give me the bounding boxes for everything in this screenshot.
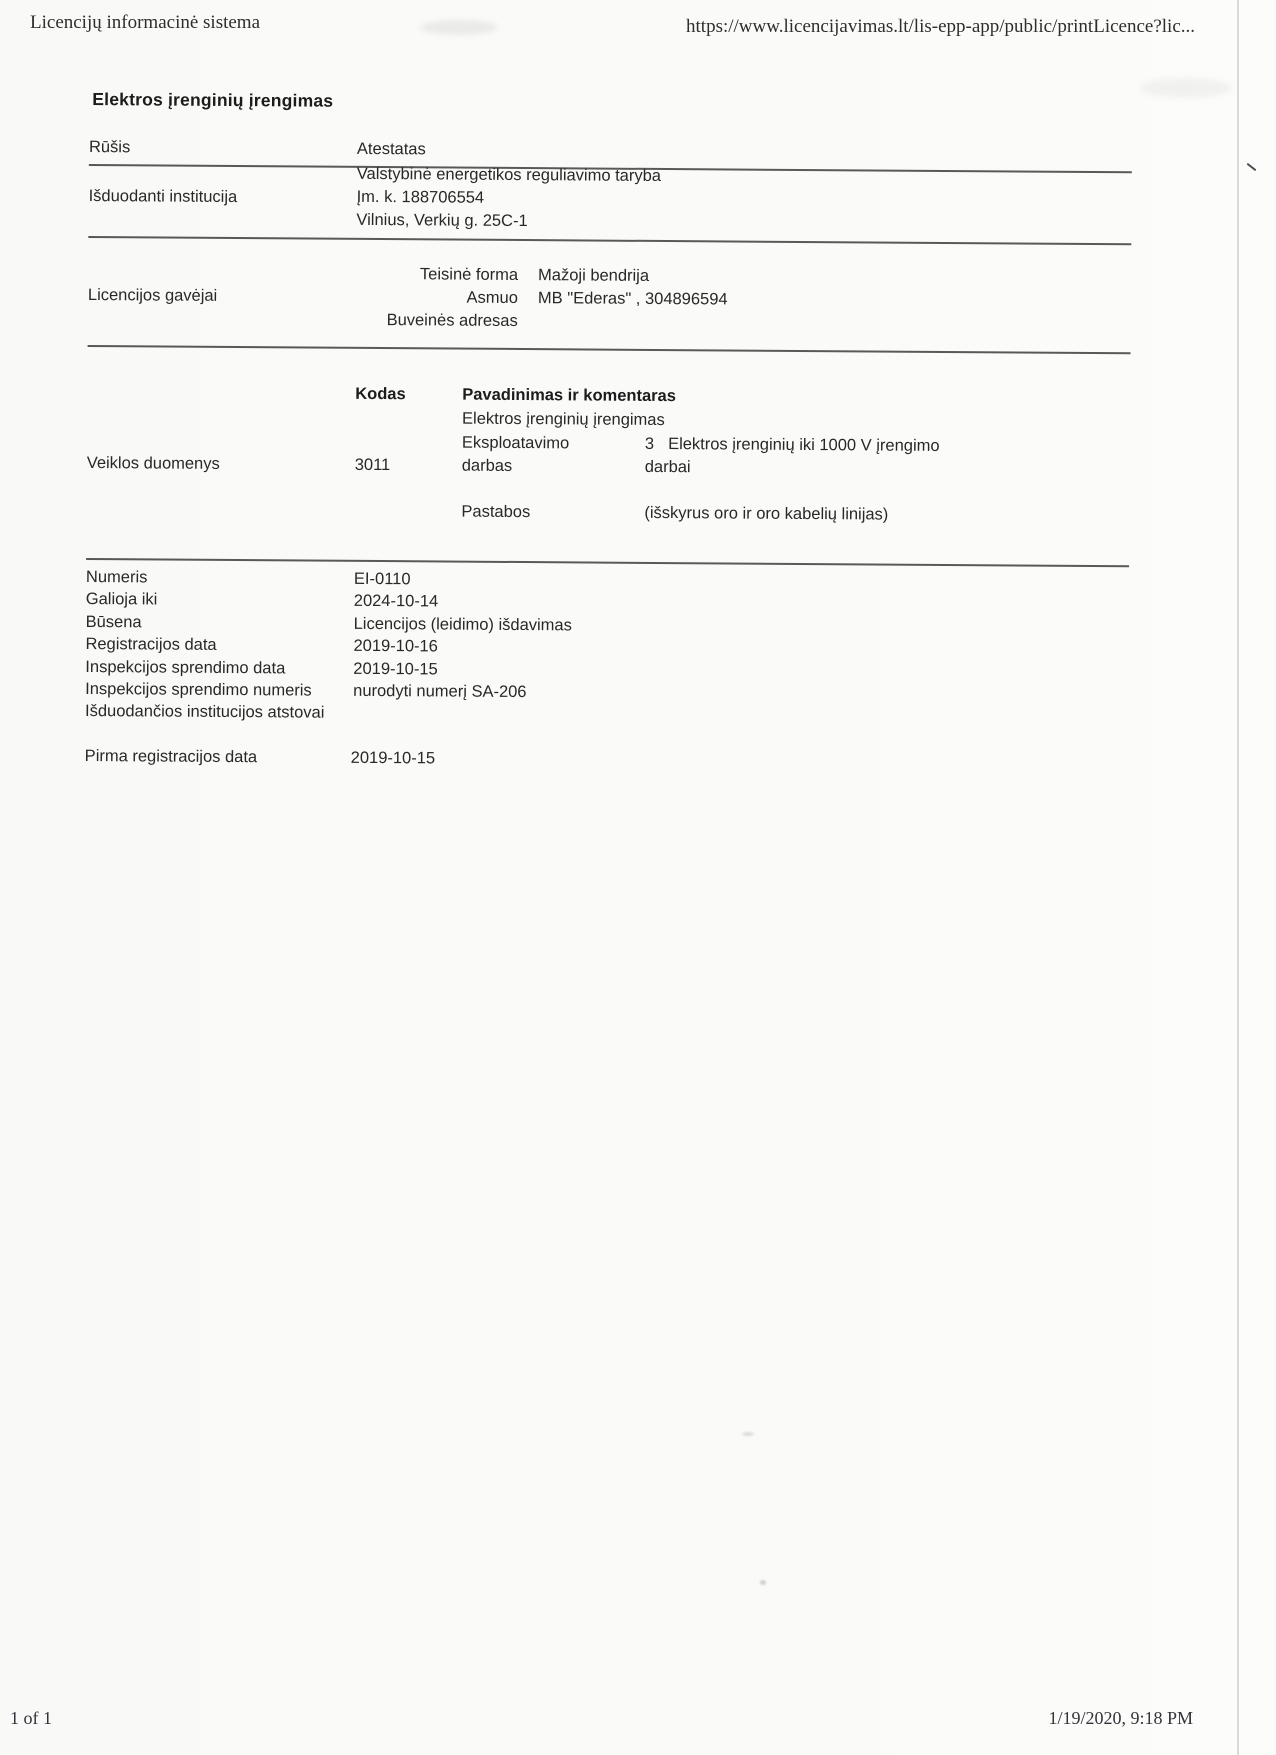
veikla-header-pavadinimas: Pavadinimas ir komentaras: [462, 385, 676, 406]
detail-value-numeris: EI-0110: [353, 569, 411, 589]
veikla-header-kodas: Kodas: [355, 384, 406, 404]
document-title: Elektros įrenginių įrengimas: [92, 89, 334, 111]
detail-value-busena: Licencijos (leidimo) išdavimas: [353, 614, 572, 635]
veikla-pavadinimas: Elektros įrenginių įrengimas: [462, 409, 665, 430]
gavejai-value-asmuo: MB "Ederas" , 304896594: [537, 289, 728, 309]
veikla-eksploatavimo-value: [645, 433, 975, 480]
scan-smudge: [1140, 78, 1232, 98]
field-label-veiklos-duomenys: Veiklos duomenys: [86, 453, 220, 473]
detail-label-isduodancios-institucijos-atstovai: Išduodančios institucijos atstovai: [84, 701, 325, 722]
veikla-pastabos-value: (išskyrus oro ir oro kabelių linijas): [644, 503, 889, 524]
gavejai-sublabel-buveines-adresas: Buveinės adresas: [386, 311, 518, 330]
scan-smudge: [420, 20, 498, 35]
separator-line: [86, 558, 1129, 567]
scan-stray-mark: [1247, 163, 1257, 171]
document-body: [84, 0, 1135, 907]
detail-label-numeris: Numeris: [85, 567, 148, 587]
institucija-line-1: Valstybinė energetikos reguliavimo taryba: [356, 164, 662, 185]
detail-value-inspekcijos-sprendimo-numeris: nurodyti numerį SA-206: [353, 681, 527, 702]
veikla-kodas-value: 3011: [354, 455, 391, 475]
veikla-sublabel-eksploatavimo-darbas: Eksploatavimo darbas: [461, 433, 570, 475]
field-value-rusis: Atestatas: [356, 139, 426, 159]
field-label-licencijos-gavejai: Licencijos gavėjai: [87, 285, 218, 305]
detail-value-galioja-iki: 2024-10-14: [353, 591, 439, 611]
veikla-sublabel-pastabos: Pastabos: [461, 502, 531, 522]
detail-value-registracijos-data: 2019-10-16: [353, 636, 438, 656]
detail-label-busena: Būsena: [85, 612, 142, 632]
scan-edge-line: [1237, 0, 1239, 1755]
print-header-app-title: Licencijų informacinė sistema: [30, 12, 261, 33]
detail-label-galioja-iki: Galioja iki: [85, 589, 158, 609]
gavejai-sublabel-teisine-forma: Teisinė forma: [419, 265, 519, 284]
institucija-line-3: Vilnius, Verkių g. 25C-1: [356, 210, 528, 231]
detail-label-pirma-registracijos-data: Pirma registracijos data: [84, 746, 258, 767]
print-footer-timestamp: 1/19/2020, 9:18 PM: [1048, 1708, 1193, 1728]
field-label-isduodanti-institucija: Išduodanti institucija: [88, 186, 238, 207]
print-footer-page-number: 1 of 1: [10, 1708, 52, 1728]
gavejai-value-teisine-forma: Mažoji bendrija: [538, 266, 650, 285]
detail-value-pirma-registracijos-data: 2019-10-15: [350, 748, 436, 768]
detail-label-inspekcijos-sprendimo-numeris: Inspekcijos sprendimo numeris: [85, 679, 312, 700]
veikla-eksploatavimo-numeris: 3: [644, 434, 655, 453]
detail-value-inspekcijos-sprendimo-data: 2019-10-15: [353, 659, 438, 679]
veikla-eksploatavimo-text: Elektros įrenginių iki 1000 V įrengimo darbai: [644, 435, 940, 476]
field-label-rusis: Rūšis: [88, 137, 131, 157]
detail-label-inspekcijos-sprendimo-data: Inspekcijos sprendimo data: [85, 657, 286, 678]
gavejai-sublabel-asmuo: Asmuo: [466, 288, 518, 307]
separator-line: [88, 345, 1131, 354]
print-header-url: https://www.licencijavimas.lt/lis-epp-app/public/printLicence?lic...: [686, 16, 1195, 37]
separator-line: [88, 236, 1131, 245]
scan-smudge: [742, 1432, 754, 1436]
scan-smudge: [760, 1580, 766, 1585]
institucija-line-2: Įm. k. 188706554: [356, 187, 485, 207]
detail-label-registracijos-data: Registracijos data: [85, 634, 217, 654]
